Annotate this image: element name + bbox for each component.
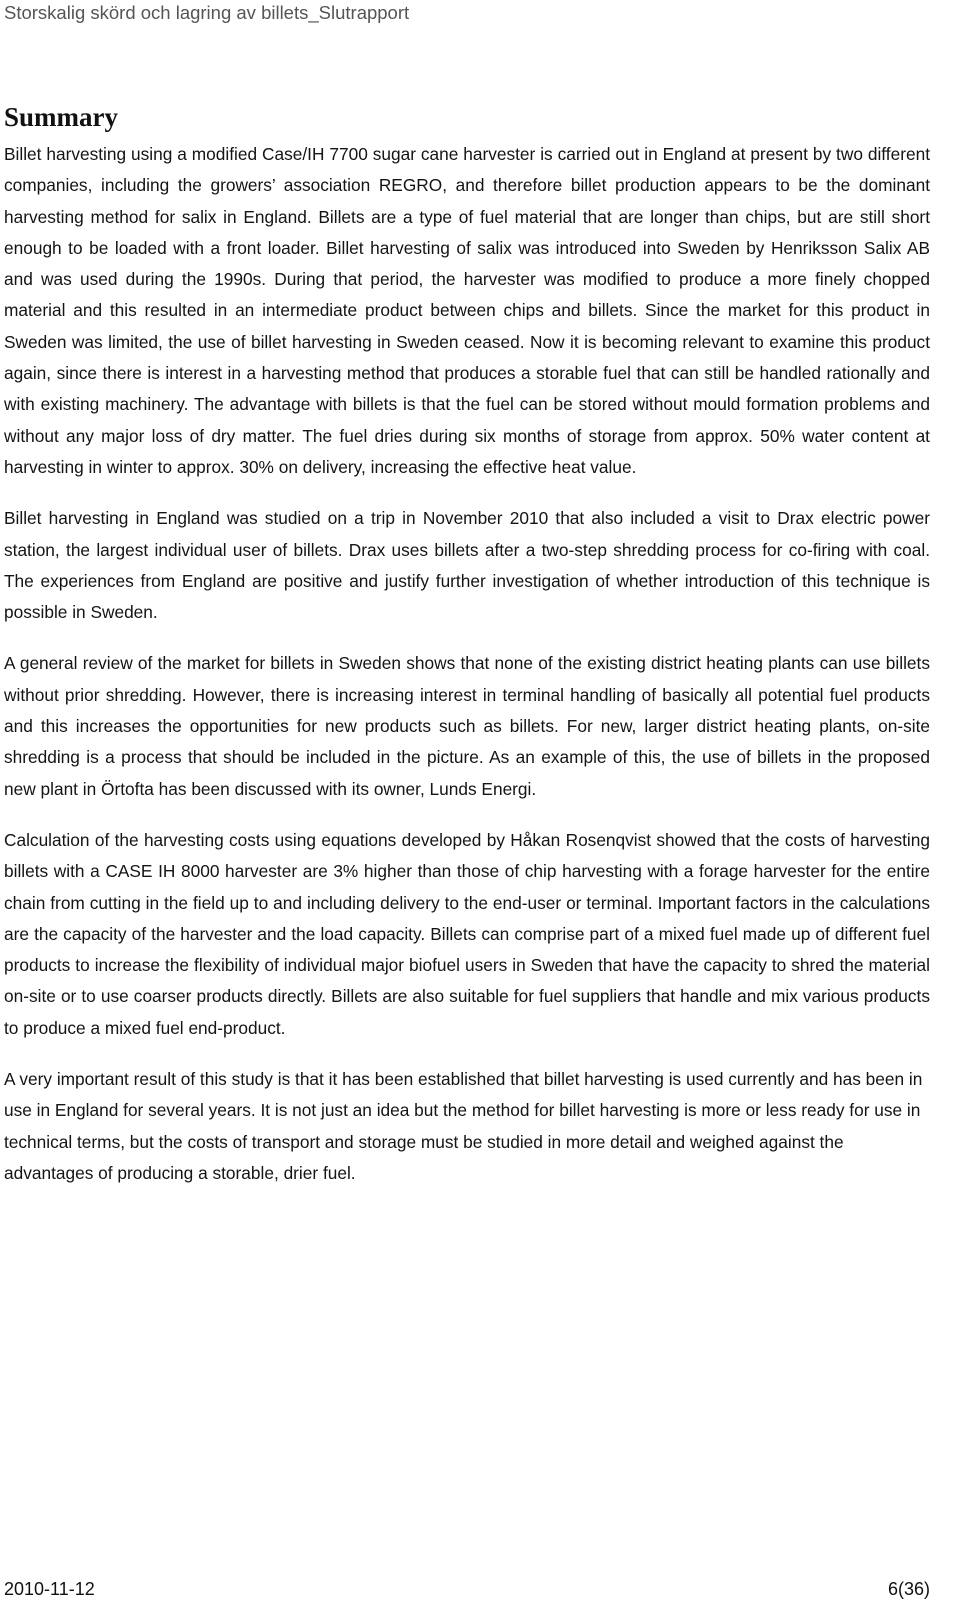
summary-body — [4, 139, 930, 1209]
paragraph-1: Billet harvesting using a modified Case/IH 7700 sugar cane harvester is carried out in England at present by two different companies, including the growers’ association REGRO, and therefore billet production appears to be the dominant harvesting method for salix in England. Billets are a type of fuel material that are longer than chips, but are still short enough to be loaded with a front loader. Billet harvesting of salix was introduced into Sweden by Henriksson Salix AB and was used during the 1990s. During that period, the harvester was modified to produce a more finely chopped material and this resulted in an intermediate product between chips and billets. Since the market for this product in Sweden was limited, the use of billet harvesting in Sweden ceased. Now it is becoming relevant to examine this product again, since there is interest in a harvesting method that produces a storable fuel that can still be handled rationally and with existing machinery. The advantage with billets is that the fuel can be stored without mould formation problems and without any major loss of dry matter. The fuel dries during six months of storage from approx. 50% water content at harvesting in winter to approx. 30% on delivery, increasing the effective heat value. — [4, 144, 930, 477]
footer-date: 2010-11-12 — [4, 1579, 95, 1599]
paragraph-5: A very important result of this study is that it has been established that billet harvesting is used currently and has been in use in England for several years. It is not just an idea but the method for billet harvesting is more or less ready for use in technical terms, but the costs of transport and storage must be studied in more detail and weighed against the advantages of producing a storable, drier fuel. — [4, 1069, 923, 1183]
paragraph-2: Billet harvesting in England was studied on a trip in November 2010 that also included a visit to Drax electric power station, the largest individual user of billets. Drax uses billets after a two-step shredding process for co-firing with coal. The experiences from England are positive and justify further investigation of whether introduction of this technique is possible in Sweden. — [4, 508, 930, 623]
paragraph-4: Calculation of the harvesting costs using equations developed by Håkan Rosenqvist showed that the costs of harvesting billets with a CASE IH 8000 harvester are 3% higher than those of chip harvesting with a forage harvester for the entire chain from cutting in the field up to and including delivery to the end-user or terminal. Important factors in the calculations are the capacity of the harvester and the load capacity. Billets can comprise part of a mixed fuel made up of different fuel products to increase the flexibility of individual major biofuel users in Sweden that have the capacity to shred the material on-site or to use coarser products directly. Billets are also suitable for fuel suppliers that handle and mix various products to produce a mixed fuel end-product. — [4, 829, 930, 1038]
paragraph-3: A general review of the market for billets in Sweden shows that none of the existing district heating plants can use billets without prior shredding. However, there is increasing interest in terminal handling of basically all potential fuel products and this increases the opportunities for new products such as billets. For new, larger district heating plants, on-site shredding is a process that should be included in the picture. As an example of this, the use of billets in the proposed new plant in Örtofta has been discussed with its owner, Lunds Energi. — [4, 653, 930, 799]
section-title: Summary — [4, 102, 118, 132]
running-header: Storskalig skörd och lagring av billets_Slutrapport — [4, 2, 410, 23]
page-footer — [4, 1577, 930, 1601]
page-number: 6(36) — [887, 1579, 930, 1599]
